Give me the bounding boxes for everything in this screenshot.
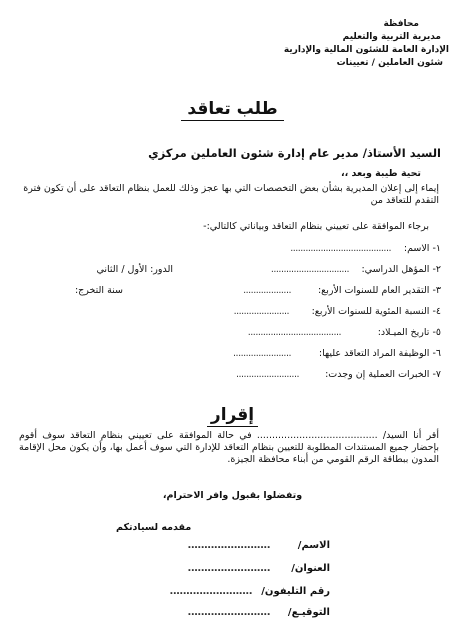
field-side-label: الدور: الأول / الثاني — [96, 264, 173, 275]
fill-line: ..................................... — [247, 327, 341, 338]
field-label: ٤- النسبة المئوية للسنوات الأربع: — [311, 306, 441, 317]
fill-line: ............................... — [270, 264, 349, 275]
field-position — [21, 348, 441, 362]
greeting: تحية طيبة وبعد ،، — [341, 168, 421, 179]
intro-paragraph: إيماء إلى إعلان المديرية بشأن بعض التخصصات التي بها عجز وذلك للعمل بنظام التعاقد على أن تكون فترة التقدم للتعاقد من — [23, 183, 439, 206]
field-label: ٧- الخبرات العملية إن وجدت: — [325, 369, 441, 380]
fill-line: ........................................ — [290, 243, 391, 254]
field-name — [21, 243, 441, 257]
signature-name — [187, 540, 330, 556]
fill-line: ......................... — [187, 540, 270, 551]
fill-line: ....................... — [233, 348, 291, 359]
field-label: ٥- تاريخ الميـلاد: — [377, 327, 441, 338]
signature-label: الاسم/ — [297, 540, 330, 551]
field-grade — [21, 285, 441, 299]
fill-line: ......................... — [236, 369, 299, 380]
signature-address — [187, 563, 330, 579]
signature-label: العنوان/ — [291, 563, 330, 574]
letterhead-line: شئون العاملين / تعيينات — [336, 58, 443, 68]
fill-line: ......................... — [169, 586, 252, 597]
field-label: ٢- المؤهل الدراسي: — [361, 264, 441, 275]
signature-label: التوقيـع/ — [287, 607, 330, 618]
field-label: ٣- التقدير العام للسنوات الأربع: — [317, 285, 441, 296]
recipient-line: السيد الأستاذ/ مدير عام إدارة شئون العاملين مركزي — [148, 146, 441, 160]
letterhead-line: محافظة — [383, 19, 419, 29]
field-label: ١- الاسم: — [403, 243, 441, 254]
field-side-label: سنة التخرج: — [74, 285, 123, 296]
fill-line: ................... — [243, 285, 291, 296]
field-birthdate — [21, 327, 441, 341]
declaration-heading: إقرار — [0, 405, 465, 425]
field-label: ٦- الوظيفة المراد التعاقد عليها: — [318, 348, 441, 359]
field-qualification — [21, 264, 441, 278]
signature-sign — [187, 607, 330, 623]
fill-line: ...................... — [233, 306, 289, 317]
letterhead-line: مديرية التربية والتعليم — [342, 32, 441, 42]
fill-line: ......................... — [187, 607, 270, 618]
signature-phone — [169, 586, 330, 602]
field-percentage — [21, 306, 441, 320]
letterhead-line: الإدارة العامة للشئون المالية والإدارية — [283, 45, 449, 55]
declaration-text: أقر أنا السيد/ ........................................ في حالة الموافقة على تعييني بنظام التعاقد سوف أقوم بإحضار جميع المستندات المطلوبة للتعيين بنظام التعاقد للإدارة التي سوف أعمل بها، وأن يكون محل الإقامة المدون ببطاقة الرقم القومي من أبناء محافظة الجيزة. — [19, 430, 439, 465]
field-experience — [21, 369, 441, 383]
request-paragraph: برجاء الموافقة على تعييني بنظام التعاقد وبياناتي كالتالي:- — [203, 221, 429, 232]
signature-label: رقم التليفون/ — [261, 586, 330, 597]
submitter-line: مقدمه لسيادتكم — [116, 522, 192, 533]
document-title: طلب تعاقد — [0, 99, 465, 119]
fill-line: ......................... — [187, 563, 270, 574]
letterhead — [284, 18, 449, 70]
closing-line: وتفضلوا بقبول وافر الاحترام، — [162, 490, 303, 501]
